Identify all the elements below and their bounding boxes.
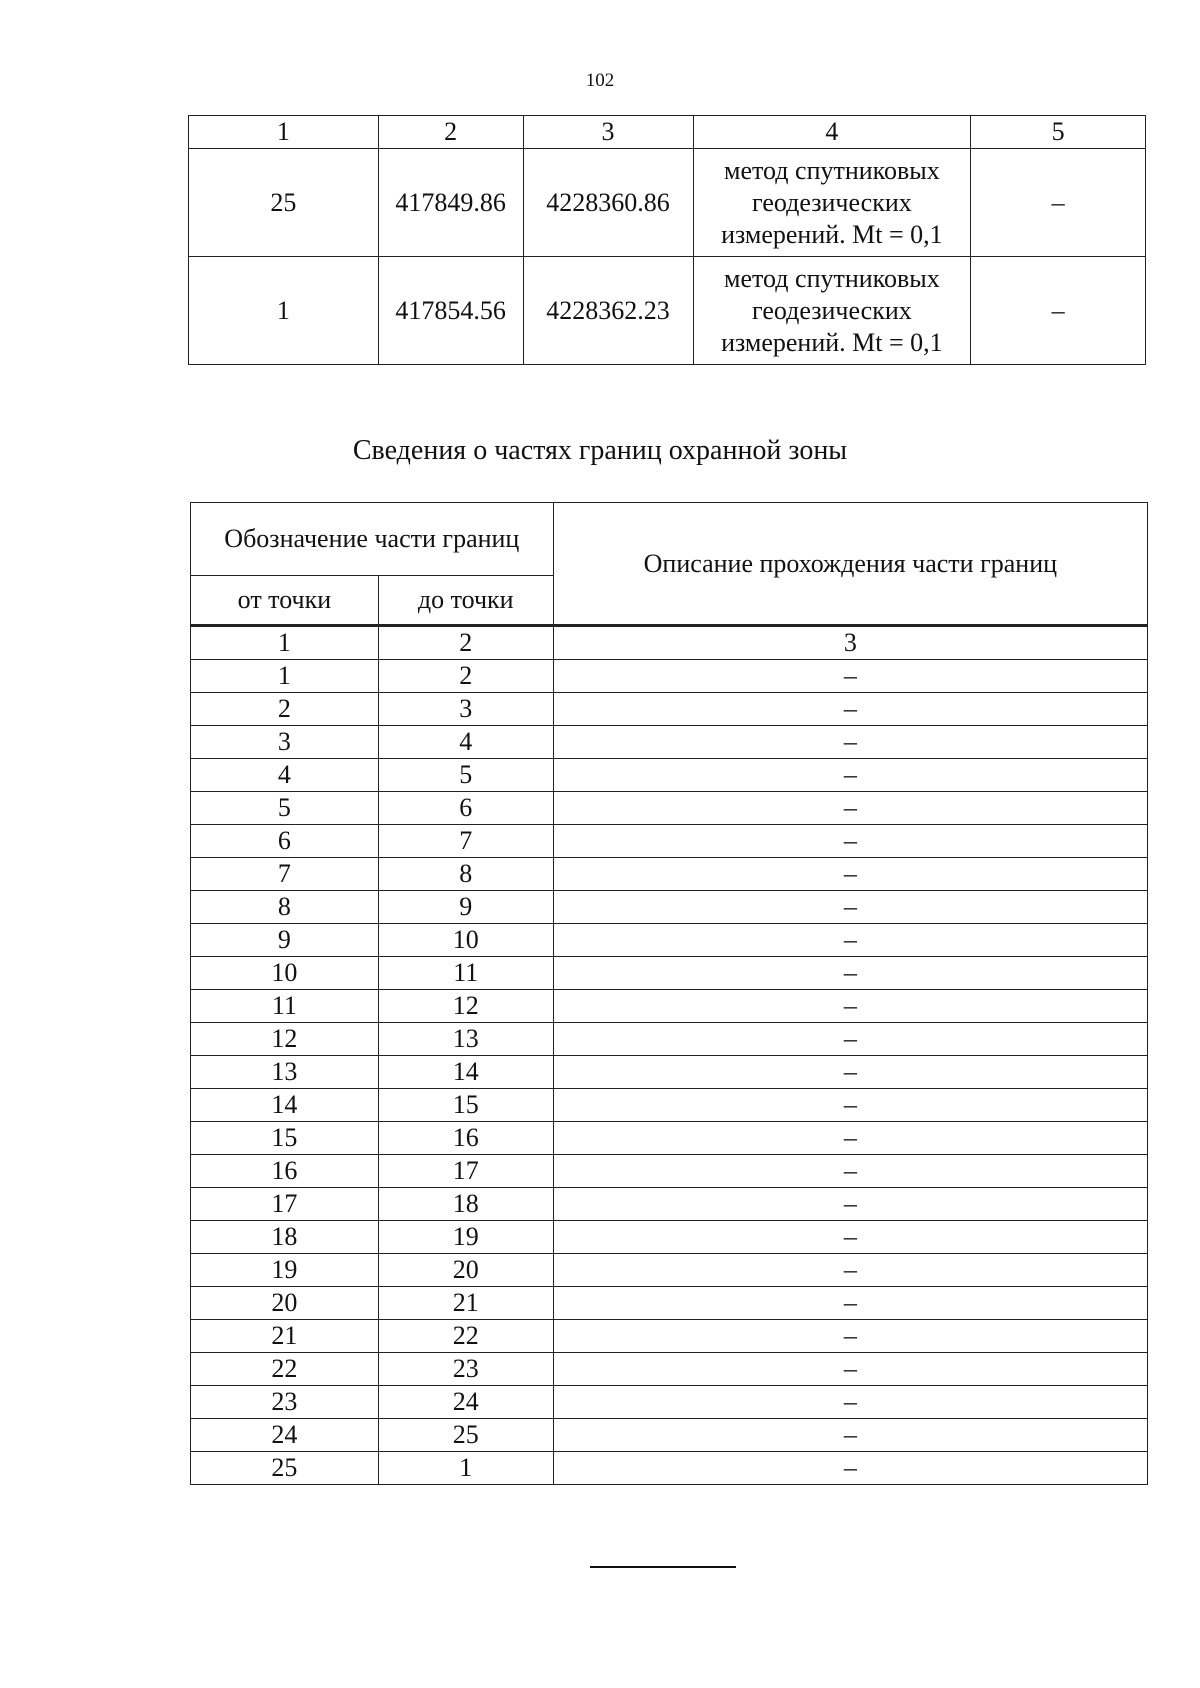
to-point: 20 (378, 1254, 553, 1287)
table-row (191, 891, 1148, 924)
description-cell: – (553, 990, 1147, 1023)
to-point: 1 (378, 1452, 553, 1485)
from-point: 6 (191, 825, 379, 858)
from-point: 16 (191, 1155, 379, 1188)
table-header-row (191, 503, 1148, 576)
table-row (191, 1419, 1148, 1452)
column-number: 4 (693, 116, 971, 149)
table-row (191, 1188, 1148, 1221)
from-point: 19 (191, 1254, 379, 1287)
to-point: 16 (378, 1122, 553, 1155)
description-cell: – (553, 924, 1147, 957)
description-cell: – (553, 1155, 1147, 1188)
table-row (191, 1023, 1148, 1056)
table-row (191, 825, 1148, 858)
method-line: измерений. Mt = 0,1 (721, 327, 943, 357)
to-point: 3 (378, 693, 553, 726)
description-cell: – (553, 1188, 1147, 1221)
from-point: 14 (191, 1089, 379, 1122)
x-coordinate: 417854.56 (378, 257, 523, 365)
from-point: 1 (191, 660, 379, 693)
to-point: 23 (378, 1353, 553, 1386)
table-row (191, 1056, 1148, 1089)
table-row (191, 660, 1148, 693)
from-point: 22 (191, 1353, 379, 1386)
from-point: 7 (191, 858, 379, 891)
method-line: геодезических (752, 187, 912, 217)
description-cell: – (553, 726, 1147, 759)
to-point: 4 (378, 726, 553, 759)
y-coordinate: 4228360.86 (523, 149, 693, 257)
boundary-parts-table (190, 502, 1148, 1485)
table-row (191, 1089, 1148, 1122)
table-row (189, 149, 1146, 257)
from-point: 8 (191, 891, 379, 924)
to-point: 9 (378, 891, 553, 924)
method-line: метод спутниковых (724, 155, 940, 185)
to-point: 6 (378, 792, 553, 825)
description-cell: – (553, 1386, 1147, 1419)
from-point: 4 (191, 759, 379, 792)
from-point: 12 (191, 1023, 379, 1056)
description-cell: – (553, 1452, 1147, 1485)
table-row (191, 1320, 1148, 1353)
from-point: 24 (191, 1419, 379, 1452)
table-row (191, 1122, 1148, 1155)
to-point: 8 (378, 858, 553, 891)
from-point: 17 (191, 1188, 379, 1221)
table-row (191, 1221, 1148, 1254)
to-point: 7 (378, 825, 553, 858)
description-cell: – (553, 1221, 1147, 1254)
description-cell: – (553, 759, 1147, 792)
description-cell: – (553, 693, 1147, 726)
to-point: 22 (378, 1320, 553, 1353)
description-cell: – (553, 1056, 1147, 1089)
table-row (191, 1353, 1148, 1386)
from-point: 21 (191, 1320, 379, 1353)
to-point-header: до точки (378, 576, 553, 626)
method-description (693, 149, 971, 257)
description-cell: – (553, 792, 1147, 825)
table-row (191, 858, 1148, 891)
to-point: 14 (378, 1056, 553, 1089)
from-point: 15 (191, 1122, 379, 1155)
from-point: 23 (191, 1386, 379, 1419)
designation-header: Обозначение части границ (191, 503, 554, 576)
table-row (191, 693, 1148, 726)
column-number: 2 (378, 626, 553, 660)
table-row (191, 1287, 1148, 1320)
table-row (189, 257, 1146, 365)
table-row (191, 1155, 1148, 1188)
to-point: 10 (378, 924, 553, 957)
description-cell: – (553, 825, 1147, 858)
to-point: 5 (378, 759, 553, 792)
column-number: 2 (378, 116, 523, 149)
to-point: 25 (378, 1419, 553, 1452)
column-number-row (191, 626, 1148, 660)
description-cell: – (553, 891, 1147, 924)
description-cell: – (553, 660, 1147, 693)
to-point: 21 (378, 1287, 553, 1320)
from-point: 2 (191, 693, 379, 726)
table-row (191, 990, 1148, 1023)
description-header: Описание прохождения части границ (553, 503, 1147, 626)
method-line: измерений. Mt = 0,1 (721, 219, 943, 249)
from-point: 20 (191, 1287, 379, 1320)
description-cell: – (553, 1419, 1147, 1452)
from-point: 9 (191, 924, 379, 957)
column-number: 1 (191, 626, 379, 660)
from-point: 18 (191, 1221, 379, 1254)
table-header-row (189, 116, 1146, 149)
table-row (191, 957, 1148, 990)
x-coordinate: 417849.86 (378, 149, 523, 257)
column-number: 1 (189, 116, 379, 149)
table-row (191, 759, 1148, 792)
column-number: 5 (971, 116, 1146, 149)
table-row (191, 1254, 1148, 1287)
description-cell: – (553, 858, 1147, 891)
table-row (191, 792, 1148, 825)
to-point: 12 (378, 990, 553, 1023)
to-point: 24 (378, 1386, 553, 1419)
description-cell: – (553, 957, 1147, 990)
from-point: 13 (191, 1056, 379, 1089)
to-point: 15 (378, 1089, 553, 1122)
method-description (693, 257, 971, 365)
description-cell: – (553, 1353, 1147, 1386)
table-row (191, 924, 1148, 957)
to-point: 17 (378, 1155, 553, 1188)
y-coordinate: 4228362.23 (523, 257, 693, 365)
description-cell: – (553, 1320, 1147, 1353)
description-cell: – (553, 1089, 1147, 1122)
method-line: геодезических (752, 295, 912, 325)
from-point: 11 (191, 990, 379, 1023)
point-number: 1 (189, 257, 379, 365)
note-cell: – (971, 257, 1146, 365)
to-point: 19 (378, 1221, 553, 1254)
end-rule (590, 1566, 736, 1568)
description-cell: – (553, 1254, 1147, 1287)
method-line: метод спутниковых (724, 263, 940, 293)
from-point: 25 (191, 1452, 379, 1485)
to-point: 13 (378, 1023, 553, 1056)
point-number: 25 (189, 149, 379, 257)
from-point-header: от точки (191, 576, 379, 626)
section-title: Сведения о частях границ охранной зоны (352, 435, 848, 466)
note-cell: – (971, 149, 1146, 257)
table-row (191, 726, 1148, 759)
column-number: 3 (553, 626, 1147, 660)
table-row (191, 1386, 1148, 1419)
table-row (191, 1452, 1148, 1485)
from-point: 5 (191, 792, 379, 825)
coordinates-table (188, 115, 1146, 365)
page-number: 102 (585, 70, 615, 91)
to-point: 2 (378, 660, 553, 693)
to-point: 18 (378, 1188, 553, 1221)
from-point: 3 (191, 726, 379, 759)
description-cell: – (553, 1122, 1147, 1155)
description-cell: – (553, 1023, 1147, 1056)
description-cell: – (553, 1287, 1147, 1320)
from-point: 10 (191, 957, 379, 990)
column-number: 3 (523, 116, 693, 149)
to-point: 11 (378, 957, 553, 990)
